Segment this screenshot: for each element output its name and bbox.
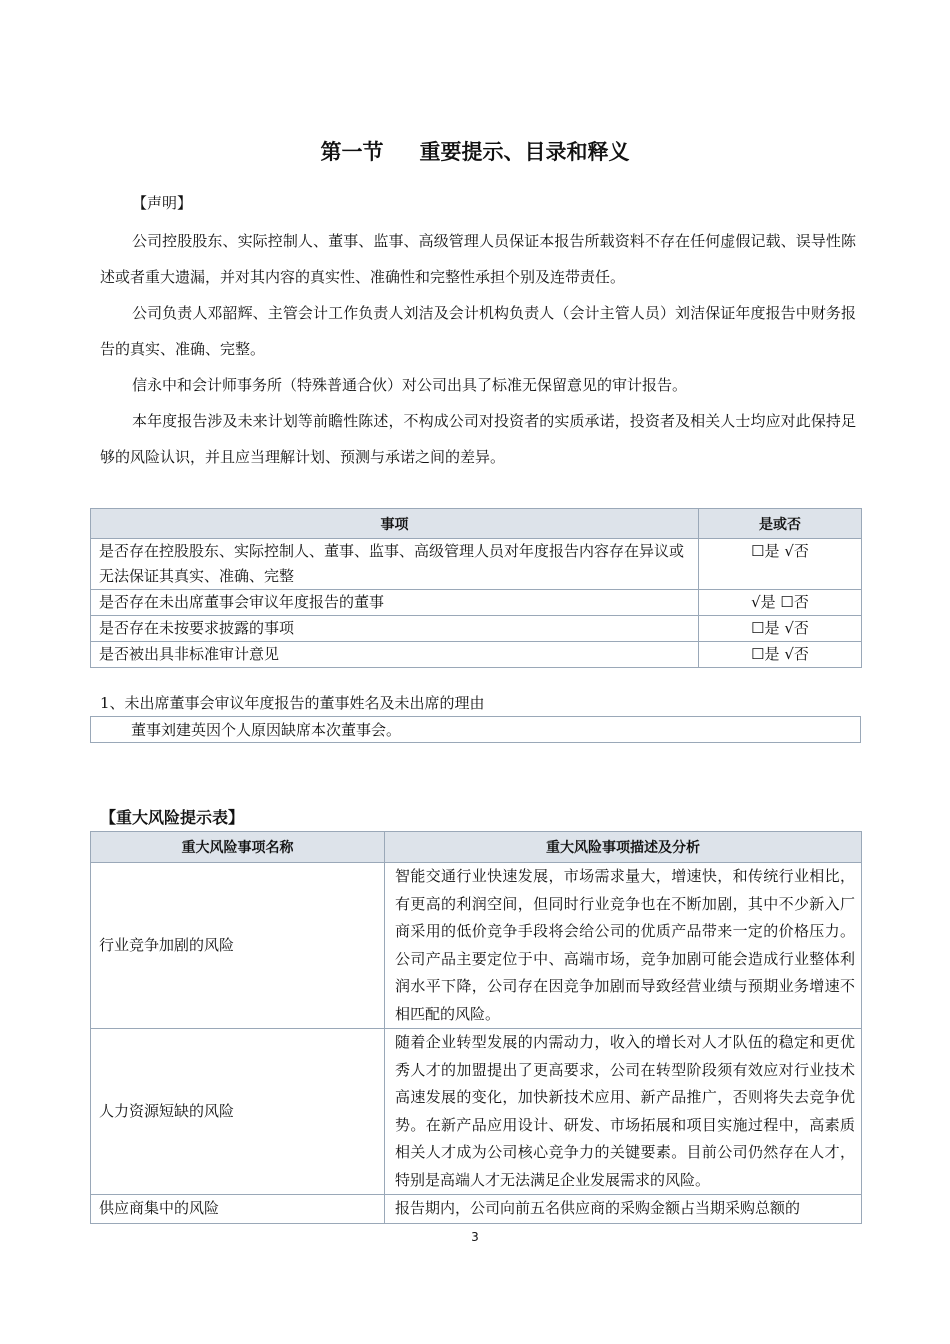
column-header-risk-name: 重大风险事项名称 [91,832,385,863]
risk-description: 智能交通行业快速发展，市场需求量大，增速快，和传统行业相比，有更高的利润空间，但同时行业竞争也在不断加剧，其中不少新入厂商采用的低价竞争手段将会给公司的优质产品带来一定的价格压力。公司产品主要定位于中、高端市场，竞争加剧可能会造成行业整体利润水平下降，公司存在因竞争加剧而导致经营业绩与预期业务增速不相匹配的风险。 [385,863,862,1029]
declaration-checklist-table [90,508,862,668]
table-row [91,616,862,642]
absent-directors-heading: 1、未出席董事会审议年度报告的董事姓名及未出席的理由 [100,694,485,712]
declaration-label: 【声明】 [132,194,193,212]
checklist-answer: ☐是 √否 [699,539,862,590]
checklist-item: 是否存在未按要求披露的事项 [91,616,699,642]
table-row [91,539,862,590]
table-row [91,1029,862,1195]
table-row [91,590,862,616]
table-header-row [91,832,862,863]
section-heading: 重要提示、目录和释义 [419,140,630,164]
page-title [0,136,950,166]
column-header-risk-description: 重大风险事项描述及分析 [385,832,862,863]
risk-name: 行业竞争加剧的风险 [91,863,385,1029]
declaration-paragraph-3: 信永中和会计师事务所（特殊普通合伙）对公司出具了标准无保留意见的审计报告。 [132,376,688,394]
table-row [91,717,861,743]
absent-directors-box [90,716,861,743]
checklist-answer: ☐是 √否 [699,616,862,642]
table-row [91,642,862,668]
risk-name: 供应商集中的风险 [91,1195,385,1224]
page-number: 3 [471,1230,479,1244]
declaration-paragraph-1: 公司控股股东、实际控制人、董事、监事、高级管理人员保证本报告所载资料不存在任何虚假记载、误导性陈述或者重大遗漏，并对其内容的真实性、准确性和完整性承担个别及连带责任。 [100,232,856,286]
checklist-item: 是否存在未出席董事会审议年度报告的董事 [91,590,699,616]
table-header-row [91,509,862,539]
absent-directors-content: 董事刘建英因个人原因缺席本次董事会。 [91,717,861,743]
checklist-item: 是否被出具非标准审计意见 [91,642,699,668]
table-row [91,863,862,1029]
checklist-answer: √是 ☐否 [699,590,862,616]
major-risk-table [90,831,862,1224]
column-header-item: 事项 [91,509,699,539]
risk-name: 人力资源短缺的风险 [91,1029,385,1195]
risk-description: 随着企业转型发展的内需动力，收入的增长对人才队伍的稳定和更优秀人才的加盟提出了更高要求，公司在转型阶段须有效应对行业技术高速发展的变化，加快新技术应用、新产品推广，否则将失去竞争优势。在新产品应用设计、研发、市场拓展和项目实施过程中，高素质相关人才成为公司核心竞争力的关键要素。目前公司仍然存在人才，特别是高端人才无法满足企业发展需求的风险。 [385,1029,862,1195]
declaration-paragraph-2: 公司负责人邓韶辉、主管会计工作负责人刘洁及会计机构负责人（会计主管人员）刘洁保证年度报告中财务报告的真实、准确、完整。 [100,304,856,358]
section-number: 第一节 [320,140,384,164]
risk-description: 报告期内，公司向前五名供应商的采购金额占当期采购总额的 [385,1195,862,1224]
column-header-answer: 是或否 [699,509,862,539]
declaration-paragraph-4: 本年度报告涉及未来计划等前瞻性陈述，不构成公司对投资者的实质承诺，投资者及相关人士均应对此保持足够的风险认识，并且应当理解计划、预测与承诺之间的差异。 [100,412,856,466]
table-row [91,1195,862,1224]
risk-table-heading: 【重大风险提示表】 [100,808,245,827]
checklist-answer: ☐是 √否 [699,642,862,668]
checklist-item: 是否存在控股股东、实际控制人、董事、监事、高级管理人员对年度报告内容存在异议或无法保证其真实、准确、完整 [91,539,699,590]
